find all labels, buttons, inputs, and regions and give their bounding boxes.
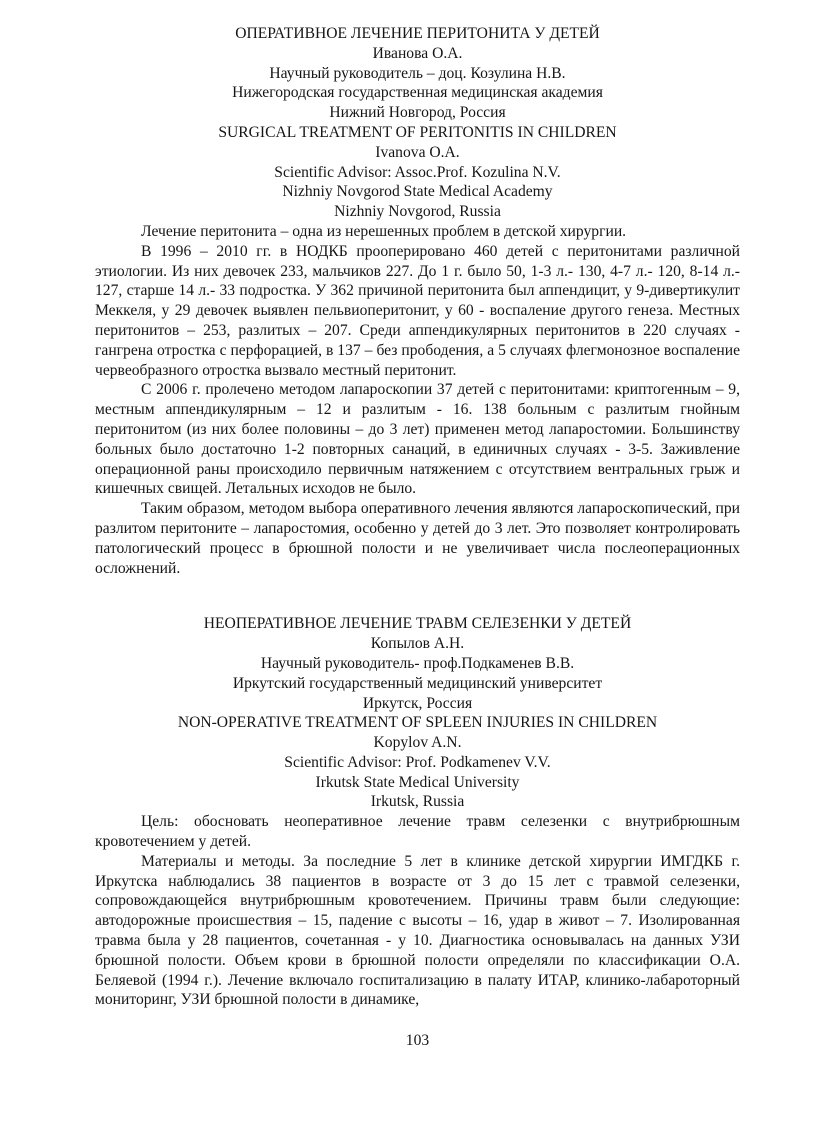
institution-ru: Иркутский государственный медицинский университет (232, 674, 603, 692)
author-en: Ivanova O.A. (375, 143, 460, 161)
document-page (95, 24, 740, 1010)
city-en: Irkutsk, Russia (370, 793, 465, 811)
page-number: 103 (405, 1032, 430, 1049)
article-spleen-injuries (95, 614, 740, 1010)
advisor-en: Scientific Advisor: Prof. Podkamenev V.V. (284, 753, 551, 771)
paragraph: Таким образом, методом выбора оперативного лечения являются лапароскопический, при разлитом перитоните – лапаростомия, особенно у детей до 3 лет. Это позволяет контролировать патологический процесс в брюшной полости и не увеличивает числа послеоперационных осложнений. (95, 500, 740, 577)
author-ru: Копылов А.Н. (370, 635, 465, 653)
article-title-ru: ОПЕРАТИВНОЕ ЛЕЧЕНИЕ ПЕРИТОНИТА У ДЕТЕЙ (235, 25, 600, 42)
city-ru: Иркутск, Россия (362, 694, 473, 712)
paragraph: Цель: обосновать неоперативное лечение травм селезенки с внутрибрюшным кровотечением у детей. (95, 813, 740, 851)
city-ru: Нижний Новгород, Россия (329, 104, 506, 122)
advisor-en: Scientific Advisor: Assoc.Prof. Kozulina N.V. (274, 163, 561, 181)
advisor-ru: Научный руководитель- проф.Подкаменев В.В. (260, 654, 575, 672)
institution-en: Irkutsk State Medical University (315, 773, 520, 791)
institution-en: Nizhniy Novgorod State Medical Academy (282, 183, 553, 201)
city-en: Nizhniy Novgorod, Russia (334, 203, 501, 221)
author-en: Kopylov A.N. (373, 734, 462, 752)
paragraph: Материалы и методы. За последние 5 лет в клинике детской хирургии ИМГДКБ г. Иркутска наблюдались 38 пациентов в возрасте от 3 до 15 лет с травмой селезенки, сопровождающейся внутрибрюшным кровотечением. Причины травм были следующие: автодорожные происшествия – 15, падение с высоты – 16, удар в живот – 7. Изолированная травма была у 28 пациентов, сочетанная - у 10. Диагностика основывалась на данных УЗИ брюшной полости. Объем крови в брюшной полости определяли по классификации О.А. Беляевой (1994 г.). Лечение включало госпитализацию в палату ИТАР, клинико-лабароторный мониторинг, УЗИ брюшной полости в динамике, (95, 852, 740, 1009)
institution-ru: Нижегородская государственная медицинская академия (232, 84, 603, 102)
article-title-en: NON-OPERATIVE TREATMENT OF SPLEEN INJURIES IN CHILDREN (177, 714, 658, 732)
article-title-ru: НЕОПЕРАТИВНОЕ ЛЕЧЕНИЕ ТРАВМ СЕЛЕЗЕНКИ У ДЕТЕЙ (203, 615, 632, 633)
author-ru: Иванова О.А. (372, 44, 463, 62)
article-title-en: SURGICAL TREATMENT OF PERITONITIS IN CHILDREN (218, 123, 617, 141)
article-peritonitis (95, 24, 740, 578)
paragraph: В 1996 – 2010 гг. в НОДКБ прооперировано 460 детей с перитонитами различной этиологии. Из них девочек 233, мальчиков 227. До 1 г. было 50, 1-3 л.- 130, 4-7 л.- 120, 8-14 л.- 127, старше 14 л.- 33 подростка. У 362 причиной перитонита был аппендицит, у 9-дивертикулит Меккеля, у 29 девочек выявлен пельвиоперитонит, у 60 - воспаление другого генеза. Местных перитонитов – 253, разлитых – 207. Среди аппендикулярных перитонитов в 220 случаях - гангрена отростка с перфорацией, в 137 – без прободения, а 5 случаях флегмонозное воспаление червеобразного отростка вызвало местный перитонит. (95, 242, 740, 379)
paragraph: С 2006 г. пролечено методом лапароскопии 37 детей с перитонитами: криптогенным – 9, местным аппендикулярным – 12 и разлитым - 16. 138 больным с разлитым гнойным перитонитом (из них более половины – до 3 лет) применен метод лапаростомии. Большинству больных было достаточно 1-2 повторных санаций, в единичных случаях - 3-5. Заживление операционной раны происходило первичным натяжением с отсутствием вентральных грыж и кишечных свищей. Летальных исходов не было. (95, 381, 740, 498)
advisor-ru: Научный руководитель – доц. Козулина Н.В. (269, 64, 566, 82)
paragraph: Лечение перитонита – одна из нерешенных проблем в детской хирургии. (141, 222, 627, 240)
